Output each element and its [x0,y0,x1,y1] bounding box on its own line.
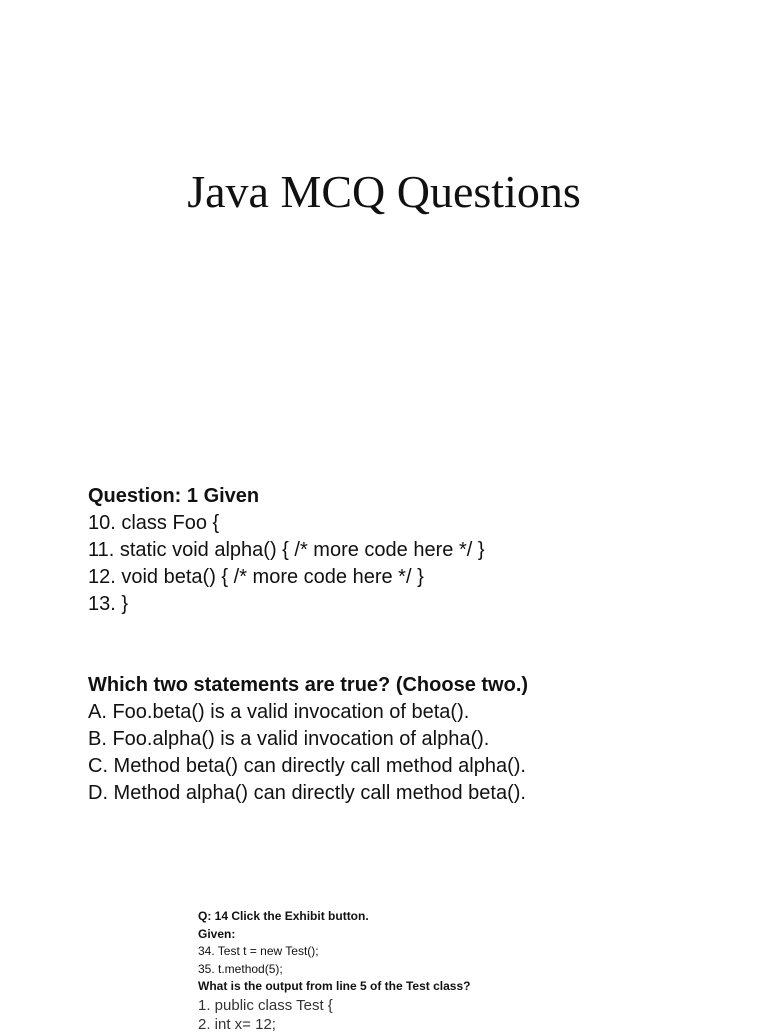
page-title: Java MCQ Questions [187,166,581,217]
answer-option-d: D. Method alpha() can directly call method beta(). [88,782,526,804]
answer-option-a: A. Foo.beta() is a valid invocation of beta(). [88,701,470,723]
spacer [88,618,528,672]
code-line: 35. t.method(5); [198,961,283,976]
code-line: 13. } [88,593,129,615]
question-1-heading: Question: 1 Given [88,485,260,507]
exhibit-code-line: 2. int x= 12; [198,1015,276,1033]
question-14-prompt: What is the output from line 5 of the Test class? [198,979,471,993]
exhibit-code-line: 1. public class Test { [198,996,333,1014]
answer-option-b: B. Foo.alpha() is a valid invocation of alpha(). [88,728,490,750]
given-label: Given: [198,926,236,941]
code-line: 34. Test t = new Test(); [198,944,319,958]
code-line: 11. static void alpha() { /* more code here */ } [88,539,485,561]
code-line: 10. class Foo { [88,512,220,534]
code-line: 12. void beta() { /* more code here */ } [88,566,424,588]
question-14-block [198,908,470,1034]
question-1-block [88,483,528,807]
question-1-prompt: Which two statements are true? (Choose two.) [88,674,529,696]
question-14-heading: Q: 14 Click the Exhibit button. [198,909,369,923]
answer-option-c: C. Method beta() can directly call method alpha(). [88,755,526,777]
